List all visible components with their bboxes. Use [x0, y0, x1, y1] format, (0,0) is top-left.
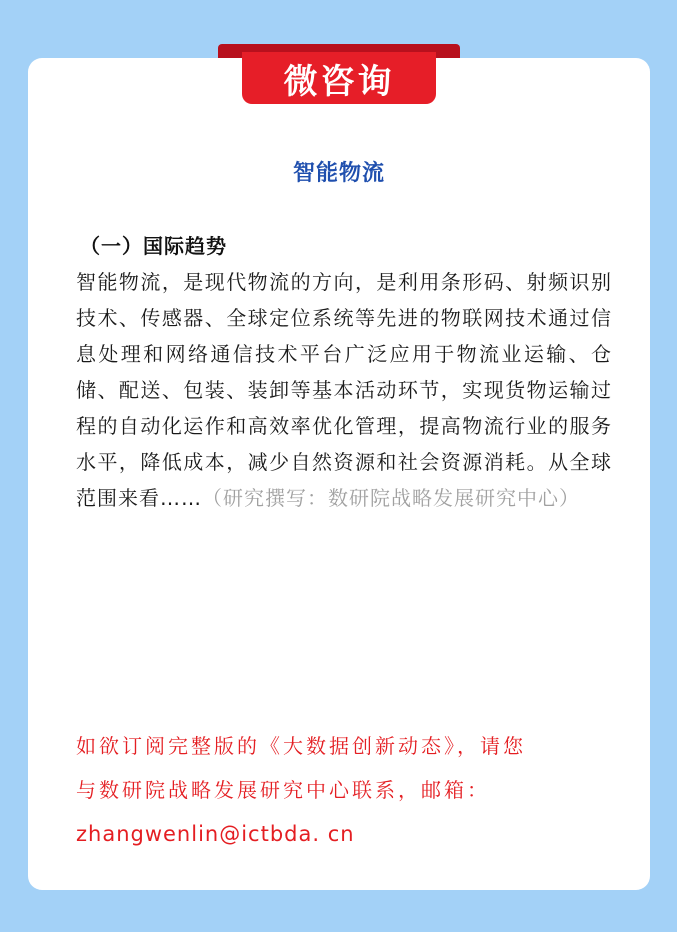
- contact-notice: [76, 724, 616, 856]
- contact-email[interactable]: zhangwenlin@ictbda. cn: [76, 822, 355, 846]
- header-banner: [218, 44, 460, 104]
- contact-line-1: 如欲订阅完整版的《大数据创新动态》，请您: [76, 734, 526, 758]
- banner-label: 微咨询: [242, 52, 436, 104]
- article-source: （研究撰写：数研院战略发展研究中心）: [202, 486, 580, 510]
- article-title: 智能物流: [292, 161, 385, 186]
- section-heading: （一）国际趋势: [80, 234, 227, 258]
- contact-line-2: 与数研院战略发展研究中心联系，邮箱：: [76, 778, 490, 802]
- article-body-text: 智能物流，是现代物流的方向，是利用条形码、射频识别技术、传感器、全球定位系统等先进的物联网技术通过信息处理和网络通信技术平台广泛应用于物流业运输、仓储、配送、包装、装卸等基本活动环节，实现货物运输过程的自动化运作和高效率优化管理，提高物流行业的服务水平，降低成本，减少自然资源和社会资源消耗。从全球范围来看……: [76, 270, 612, 510]
- article-body: [76, 264, 612, 516]
